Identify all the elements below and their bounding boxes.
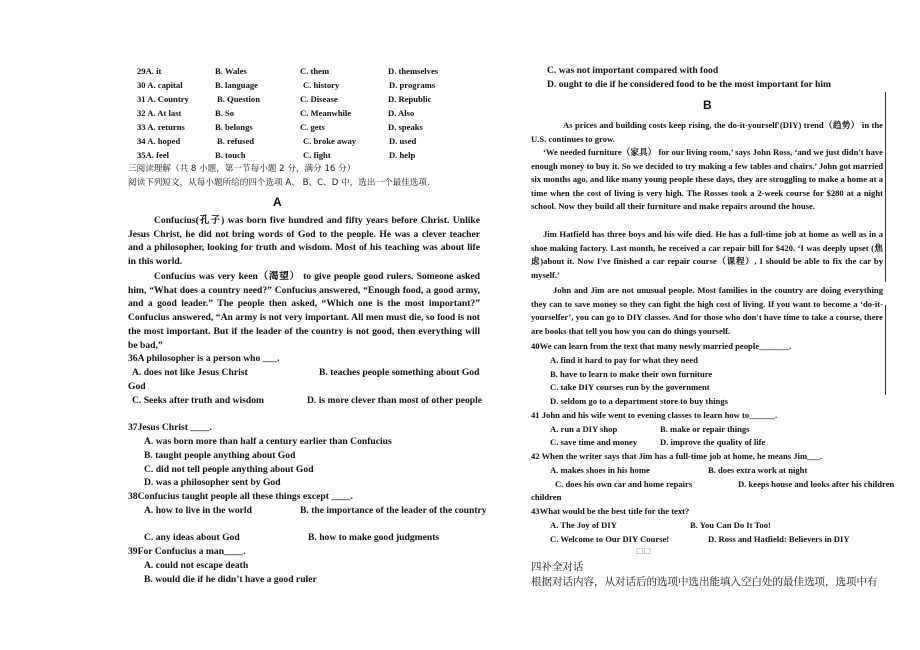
- question-37-option-a[interactable]: A. was born more than half a century earlier than Confucius: [144, 436, 392, 447]
- question-41-option-b[interactable]: B. make or repair things: [660, 424, 750, 434]
- question-41-option-c[interactable]: C. save time and money: [550, 437, 638, 447]
- margin-rule: [885, 305, 886, 395]
- cloze-option-c: C. Meanwhile: [300, 108, 352, 118]
- passage-b-paragraph-4: John and Jim are not unusual people. Most families in the country are doing everything they can to save money so they can fight the high cost of living. If you want to become a ‘do-it-yourselfer’, you can go to DIY classes. And for those who don't have time to take a course, there are books that tell you how you can do things yourself.: [531, 285, 883, 336]
- question-38-option-c[interactable]: C. any ideas about God: [144, 532, 240, 543]
- question-42-option-d[interactable]: D. keeps house and looks after his children: [738, 479, 895, 489]
- cloze-option-b: B. refused: [217, 136, 255, 146]
- cloze-option-b: B. Question: [217, 94, 260, 104]
- question-39-option-d[interactable]: D. ought to die if he considered food to be the most important for him: [547, 79, 831, 90]
- question-43-option-a[interactable]: A. The Joy of DIY: [550, 520, 617, 530]
- cloze-option-d: D. programs: [389, 80, 436, 90]
- cloze-option-d: D. Republic: [388, 94, 432, 104]
- question-39-stem: 39For Confucius a man____.: [128, 546, 246, 557]
- question-42-option-a[interactable]: A. makes shoes in his home: [550, 465, 650, 475]
- cloze-option-c: C. history: [303, 80, 340, 90]
- question-41-stem: 41 John and his wife went to evening classes to learn how to______.: [531, 410, 778, 420]
- section4-title: 四补全对话: [531, 561, 584, 573]
- question-42-option-c[interactable]: C. does his own car and home repairs: [555, 479, 693, 489]
- question-43-option-d[interactable]: D. Ross and Hatfield: Believers in DIY: [708, 534, 850, 544]
- passage-a-paragraph-2: Confucius was very keen（渴望） to give people good rulers. Someone asked him, “What does a country need?” Confucius answered, “Enough food, a good army, and a good leader.” The people then asked, “Which one is the most important?” Confucius answered, “An army is not very important. All men must die, so food is not the most important. But if the leader of the country is not good, then everything will be bad,”: [128, 271, 480, 351]
- cloze-option-a: 29A. it: [137, 66, 162, 76]
- passage-b-paragraph-2: ‘We needed furniture（家具） for our living room,’ says John Ross, ‘and we just didn't have enough money to buy it. So we decided to try making a few tables and chairs.’ John got married six months ago, and like many young people these days, they are struggling to make a home at a time when the cost of living is very high. The Rosses took a 2-week course for $280 at a night school. Now they build all their furniture and make repairs around the house.: [531, 147, 883, 212]
- question-42-option-b[interactable]: B. does extra work at night: [708, 465, 808, 475]
- cloze-option-c: C. fight: [303, 150, 331, 160]
- cloze-option-d: D. used: [389, 136, 417, 146]
- cloze-option-d: D. speaks: [388, 122, 423, 132]
- question-36-option-b-cont: God: [128, 381, 146, 392]
- question-41-option-a[interactable]: A. run a DIY shop: [550, 424, 618, 434]
- question-38-option-d[interactable]: B. how to make good judgments: [308, 532, 440, 543]
- cloze-option-d: D. help: [389, 150, 416, 160]
- cloze-option-b: B. touch: [215, 150, 246, 160]
- cloze-option-c: C. broke away: [303, 136, 357, 146]
- question-36-option-a[interactable]: A. does not like Jesus Christ: [132, 367, 248, 378]
- question-36-option-c[interactable]: C. Seeks after truth and wisdom: [132, 395, 265, 406]
- question-43-option-b[interactable]: B. You Can Do It Too!: [690, 520, 771, 530]
- cloze-option-c: C. gets: [300, 122, 325, 132]
- cloze-option-a: 30 A. capital: [137, 80, 183, 90]
- question-37-option-c[interactable]: C. did not tell people anything about God: [144, 464, 314, 475]
- cloze-option-a: 32 A. At last: [137, 108, 182, 118]
- question-40-option-d[interactable]: D. seldom go to a department store to buy things: [550, 396, 728, 406]
- section3-instruction: 阅读下列短文，从每小题所给的四个选项 A、 B、C、D 中，选出一个最佳选项.: [128, 178, 430, 188]
- cloze-option-b: B. belongs: [215, 122, 253, 132]
- question-43-option-c[interactable]: C. Welcome to Our DIY Course!: [550, 534, 670, 544]
- passage-b-heading: B: [703, 98, 712, 112]
- question-37-option-b[interactable]: B. taught people anything about God: [144, 450, 296, 461]
- question-40-stem: 40We can learn from the text that many newly married people_______.: [531, 341, 792, 351]
- question-41-option-d[interactable]: D. improve the quality of life: [660, 437, 766, 447]
- section3-title: 三阅读理解（共 8 小题，第一节每小题 2 分，满分 16 分）: [128, 164, 356, 174]
- question-38-option-a[interactable]: A. how to live in the world: [144, 505, 252, 516]
- passage-a-paragraph-1: Confucius(孔子) was born five hundred and fifty years before Christ. Unlike Jesus Christ, he did not bring words of God to the people. He was a clever teacher and a philosopher, looking for truth and wisdom. Most of his teaching was about life in this world.: [128, 215, 480, 268]
- question-40-option-c[interactable]: C. take DIY courses run by the government: [550, 382, 710, 392]
- question-37-stem: 37Jesus Christ ____.: [128, 422, 212, 433]
- cloze-option-d: D. Also: [388, 108, 415, 118]
- question-36-option-b[interactable]: B. teaches people something about God: [319, 367, 480, 378]
- question-43-stem: 43What would be the best title for the text?: [531, 506, 690, 516]
- cloze-option-a: 35A. feel: [137, 150, 169, 160]
- passage-b-paragraph-1: As prices and building costs keep rising, the do-it-yourself'(DIY) trend（趋势） in the U.S. continues to grow.: [531, 120, 883, 144]
- question-42-stem: 42 When the writer says that Jim has a full-time job at home, he means Jim___.: [531, 451, 823, 461]
- margin-rule: [885, 92, 886, 282]
- cloze-option-b: B. So: [215, 108, 235, 118]
- section4-instruction: 根据对话内容，从对话后的选项中选出能填入空白处的最佳选项，选项中有: [531, 576, 878, 588]
- question-40-option-a[interactable]: A. find it hard to pay for what they need: [550, 355, 698, 365]
- question-37-option-d[interactable]: D. was a philosopher sent by God: [144, 477, 281, 488]
- question-36-option-d[interactable]: D. is more clever than most of other people: [307, 395, 483, 406]
- passage-a-heading: A: [273, 195, 282, 209]
- question-42-option-d-cont: children: [531, 492, 562, 502]
- question-40-option-b[interactable]: B. have to learn to make their own furniture: [550, 369, 713, 379]
- cloze-option-b: B. Wales: [215, 66, 247, 76]
- question-39-option-a[interactable]: A. could not escape death: [144, 560, 249, 571]
- question-38-option-b[interactable]: B. the importance of the leader of the country: [300, 505, 487, 516]
- question-39-option-b[interactable]: B. would die if he didn’t have a good ruler: [144, 574, 317, 585]
- question-39-option-c[interactable]: C. was not important compared with food: [547, 65, 719, 76]
- passage-b-paragraph-3: Jim Hatfield has three boys and his wife died. He has a full-time job at home as well as in a shoe making factory. Last month, he received a car repair bill for $420. ‘I was deeply upset (焦虑)about it. Now I've finished a car repair course（课程）, I should be able to fix the car by myself.’: [531, 229, 883, 280]
- page-mark: □□: [636, 546, 652, 555]
- question-38-stem: 38Confucius taught people all these things except ____.: [128, 491, 353, 502]
- cloze-option-b: B. language: [215, 80, 258, 90]
- cloze-option-a: 31 A. Country: [137, 94, 189, 104]
- cloze-option-c: C. Disease: [300, 94, 338, 104]
- cloze-option-c: C. them: [300, 66, 330, 76]
- cloze-option-a: 33 A. returns: [137, 122, 185, 132]
- cloze-option-d: D. themselves: [388, 66, 439, 76]
- cloze-option-a: 34 A. hoped: [137, 136, 181, 146]
- question-36-stem: 36A philosopher is a person who ___.: [128, 353, 280, 364]
